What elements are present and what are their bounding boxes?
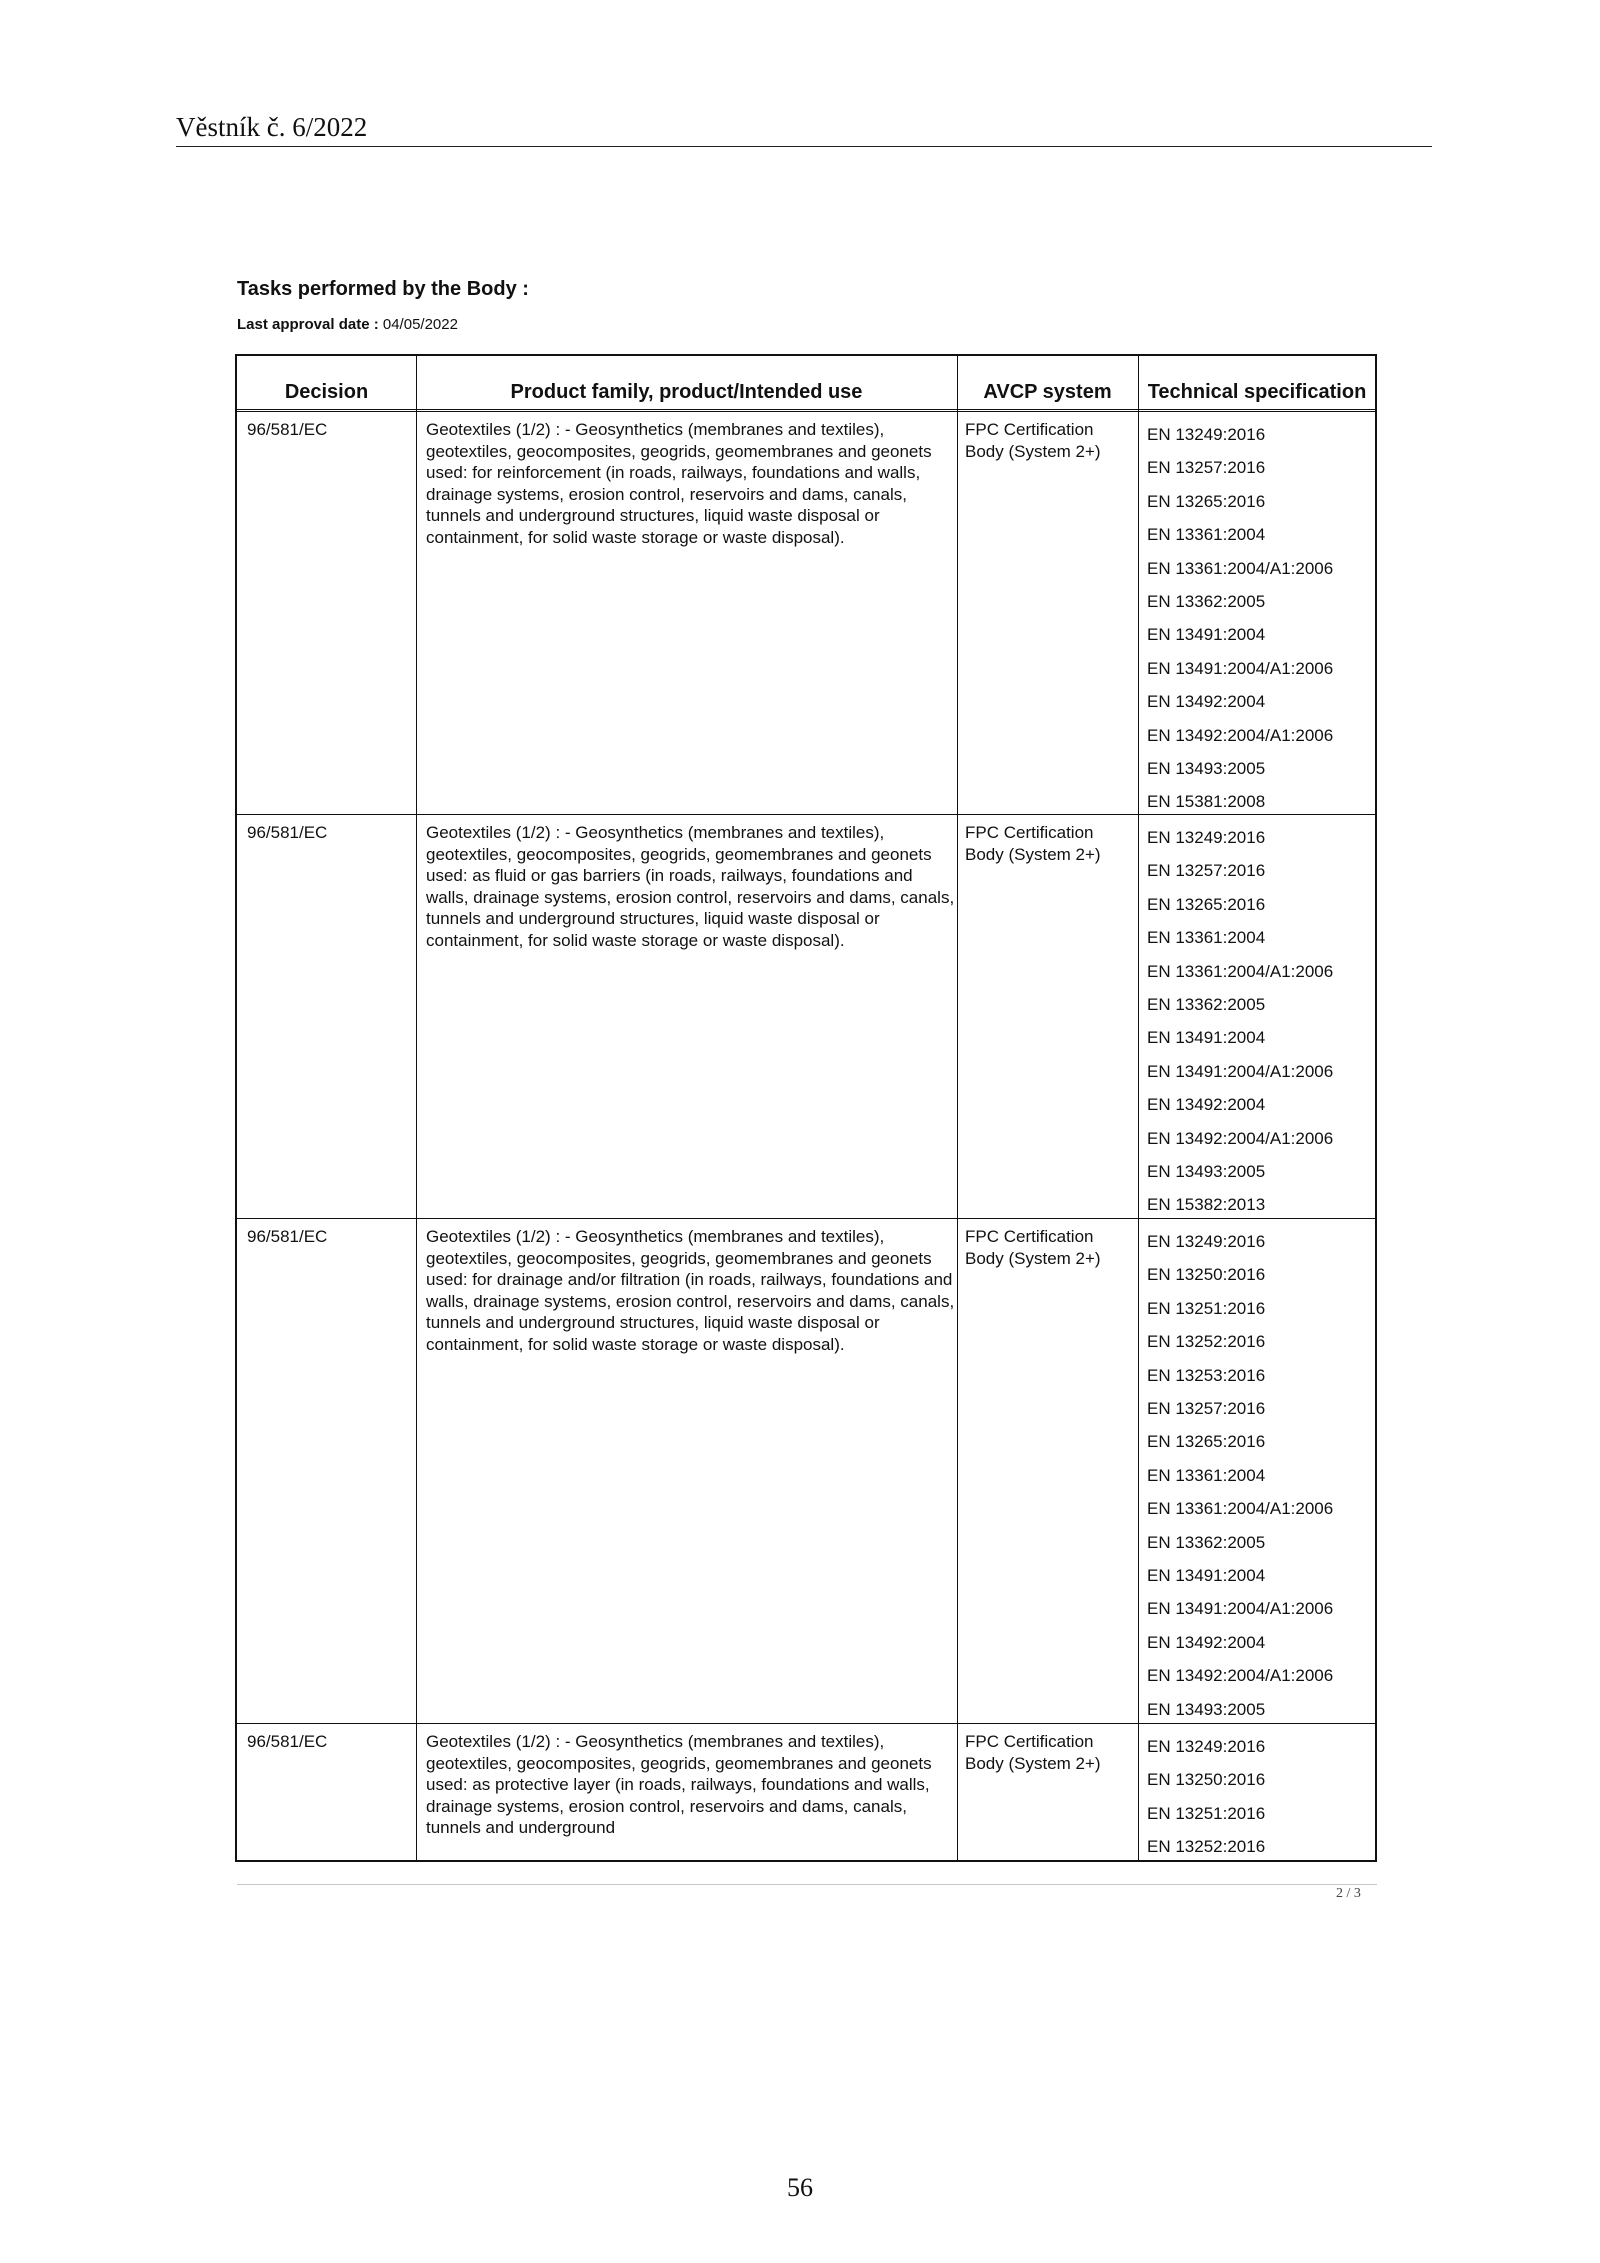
specification-item: EN 15381:2008	[1147, 792, 1266, 812]
specification-cell	[1147, 821, 1333, 1222]
specification-cell	[1147, 1730, 1265, 1864]
specification-item: EN 13492:2004	[1147, 1632, 1266, 1652]
avcp-cell: FPC Certification Body (System 2+)	[965, 823, 1101, 864]
specification-item: EN 13362:2005	[1147, 995, 1266, 1015]
approval-date: 04/05/2022	[382, 316, 458, 333]
specification-item: EN 13361:2004	[1147, 1465, 1266, 1485]
approval-line	[237, 316, 458, 333]
specification-item: EN 13361:2004/A1:2006	[1147, 961, 1334, 981]
column-header-product: Product family, product/Intended use	[510, 381, 863, 403]
product-cell: Geotextiles (1/2) : - Geosynthetics (membranes and textiles), geotextiles, geocomposites, geogrids, geomembranes and geonets used: as protective layer (in roads, railways, foundations and walls, drainage systems, erosion control, reservoirs and dams, canals, tunnels and underground	[426, 1732, 932, 1838]
decision-cell: 96/581/EC	[247, 1227, 328, 1246]
section-title: Tasks performed by the Body :	[237, 278, 529, 300]
footer-rule	[237, 1884, 1377, 1885]
specification-item: EN 13491:2004	[1147, 1566, 1266, 1586]
specification-cell	[1147, 1225, 1333, 1726]
specification-item: EN 13253:2016	[1147, 1365, 1266, 1385]
specification-item: EN 13492:2004	[1147, 1095, 1266, 1115]
product-cell: Geotextiles (1/2) : - Geosynthetics (membranes and textiles), geotextiles, geocomposites, geogrids, geomembranes and geonets used: for reinforcement (in roads, railways, foundations and walls, drainage systems, erosion control, reservoirs and dams, canals, tunnels and underground structures, liquid waste disposal or containment, for solid waste storage or waste disposal).	[426, 420, 932, 547]
specification-item: EN 13249:2016	[1147, 828, 1266, 847]
table-row	[237, 815, 1375, 1219]
specification-item: EN 13493:2005	[1147, 1162, 1266, 1182]
specification-item: EN 13492:2004	[1147, 692, 1266, 712]
decision-cell: 96/581/EC	[247, 823, 328, 842]
specification-item: EN 15382:2013	[1147, 1195, 1266, 1215]
table-row	[237, 1724, 1375, 1859]
specification-item: EN 13257:2016	[1147, 861, 1266, 881]
specification-item: EN 13265:2016	[1147, 894, 1266, 914]
column-header-specification: Technical specification	[1147, 381, 1367, 403]
page-of-indicator: 2 / 3	[1336, 1886, 1361, 1901]
specification-item: EN 13361:2004	[1147, 525, 1266, 545]
specification-item: EN 13492:2004/A1:2006	[1147, 725, 1334, 745]
specification-item: EN 13257:2016	[1147, 458, 1266, 478]
column-header-decision: Decision	[284, 381, 369, 403]
specification-item: EN 13491:2004	[1147, 1028, 1266, 1048]
specification-item: EN 13361:2004/A1:2006	[1147, 1499, 1334, 1519]
avcp-cell: FPC Certification Body (System 2+)	[965, 1732, 1101, 1773]
specification-item: EN 13362:2005	[1147, 592, 1266, 612]
specification-item: EN 13492:2004/A1:2006	[1147, 1128, 1334, 1148]
specification-item: EN 13362:2005	[1147, 1532, 1266, 1552]
tasks-table	[235, 354, 1377, 1862]
avcp-cell: FPC Certification Body (System 2+)	[965, 420, 1101, 461]
specification-item: EN 13361:2004/A1:2006	[1147, 558, 1334, 578]
header-rule	[176, 146, 1432, 147]
specification-item: EN 13249:2016	[1147, 1232, 1266, 1251]
specification-item: EN 13491:2004/A1:2006	[1147, 1599, 1334, 1619]
product-cell: Geotextiles (1/2) : - Geosynthetics (membranes and textiles), geotextiles, geocomposites, geogrids, geomembranes and geonets used: for drainage and/or filtration (in roads, railways, foundations and walls, drainage systems, erosion control, reservoirs and dams, canals, tunnels and underground structures, liquid waste disposal or containment, for solid waste storage or waste disposal).	[426, 1227, 955, 1354]
specification-item: EN 13361:2004	[1147, 928, 1266, 948]
specification-item: EN 13491:2004/A1:2006	[1147, 1061, 1334, 1081]
table-header	[237, 356, 1375, 412]
table-row	[237, 412, 1375, 815]
specification-item: EN 13252:2016	[1147, 1837, 1266, 1857]
page-number: 56	[787, 2173, 813, 2202]
decision-cell: 96/581/EC	[247, 1732, 328, 1751]
product-cell: Geotextiles (1/2) : - Geosynthetics (membranes and textiles), geotextiles, geocomposites, geogrids, geomembranes and geonets used: as fluid or gas barriers (in roads, railways, foundations and walls, drainage systems, erosion control, reservoirs and dams, canals, tunnels and underground structures, liquid waste disposal or containment, for solid waste storage or waste disposal).	[426, 823, 955, 950]
specification-cell	[1147, 418, 1333, 819]
specification-item: EN 13493:2005	[1147, 1699, 1266, 1719]
specification-item: EN 13491:2004	[1147, 625, 1266, 645]
journal-title: Věstník č. 6/2022	[176, 112, 368, 142]
specification-item: EN 13249:2016	[1147, 1737, 1266, 1756]
specification-item: EN 13265:2016	[1147, 1432, 1266, 1452]
specification-item: EN 13250:2016	[1147, 1265, 1266, 1285]
specification-item: EN 13491:2004/A1:2006	[1147, 658, 1334, 678]
decision-cell: 96/581/EC	[247, 420, 328, 439]
specification-item: EN 13250:2016	[1147, 1770, 1266, 1790]
specification-item: EN 13492:2004/A1:2006	[1147, 1666, 1334, 1686]
specification-item: EN 13257:2016	[1147, 1399, 1266, 1419]
specification-item: EN 13251:2016	[1147, 1803, 1266, 1823]
specification-item: EN 13493:2005	[1147, 759, 1266, 779]
avcp-cell: FPC Certification Body (System 2+)	[965, 1227, 1101, 1268]
specification-item: EN 13251:2016	[1147, 1298, 1266, 1318]
specification-item: EN 13265:2016	[1147, 491, 1266, 511]
specification-item: EN 13249:2016	[1147, 425, 1266, 444]
approval-label: Last approval date :	[237, 316, 379, 333]
specification-item: EN 13252:2016	[1147, 1332, 1266, 1352]
table-row	[237, 1219, 1375, 1724]
column-header-avcp: AVCP system	[983, 381, 1112, 403]
